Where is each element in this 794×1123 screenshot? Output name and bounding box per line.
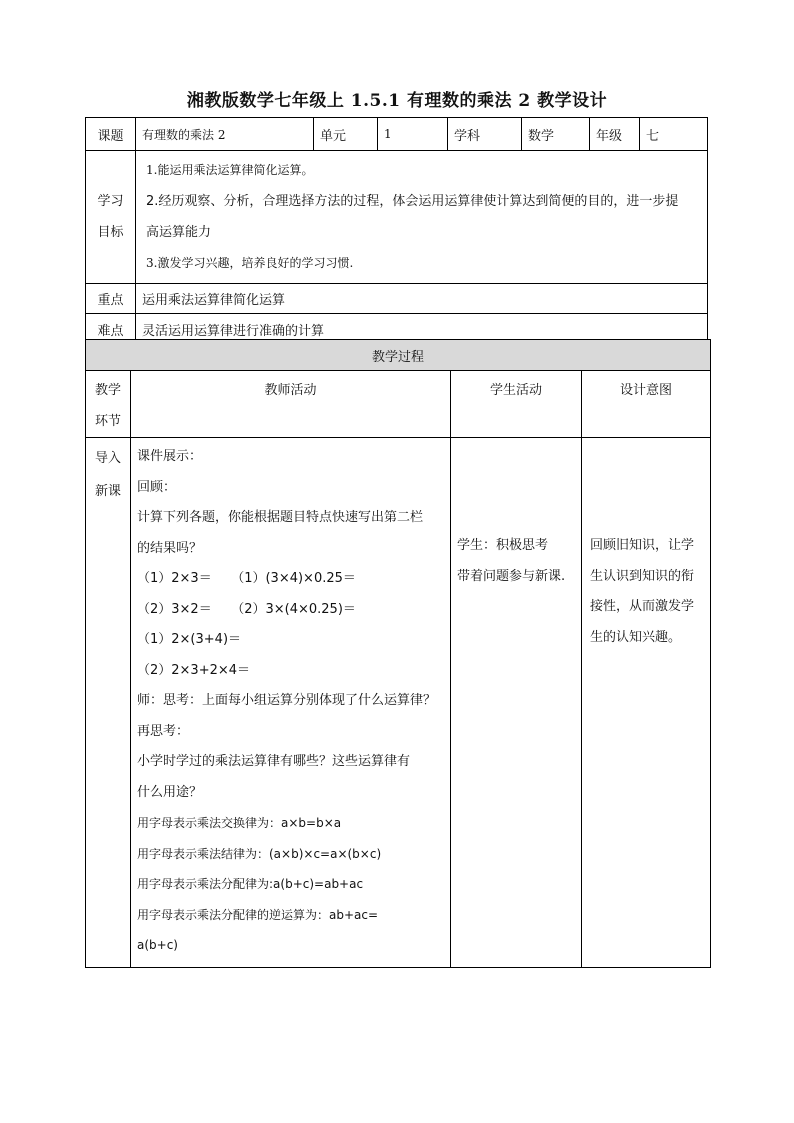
header-intent: 设计意图 <box>582 371 711 438</box>
process-header-row <box>86 371 711 438</box>
label-difficulty: 难点 <box>86 314 136 345</box>
header-stage: 教学 环节 <box>86 371 131 438</box>
process-banner-row <box>86 340 711 371</box>
teacher-line: 小学时学过的乘法运算律有哪些？这些运算律有 <box>137 754 411 769</box>
intent-line: 生认识到知识的衔 <box>590 568 695 584</box>
intent-line: 回顾旧知识，让学 <box>590 538 695 553</box>
teacher-line: （2）3×2＝ （2）3×(4×0.25)＝ <box>137 601 356 617</box>
label-key-point: 重点 <box>86 284 136 314</box>
intent-line: 接性，从而激发学 <box>590 599 695 614</box>
goals-text <box>136 151 708 284</box>
student-line: 带着问题参与新课. <box>457 568 566 584</box>
teacher-line: 用字母表示乘法分配律的逆运算为：ab+ac= <box>137 907 379 922</box>
lesson-info-table <box>85 117 708 345</box>
subject-value: 数学 <box>522 118 590 151</box>
goal-line: 高运算能力 <box>146 225 212 240</box>
teacher-line: 用字母表示乘法结律为：(a×b)×c=a×(b×c) <box>137 846 382 861</box>
goal-line: 3.激发学习兴趣，培养良好的学习习惯. <box>146 256 354 270</box>
label-unit: 单元 <box>314 118 378 151</box>
intent-line: 生的认知兴趣。 <box>590 629 682 645</box>
label-subject: 学科 <box>448 118 522 151</box>
teacher-line: 用字母表示乘法分配律为:a(b+c)=ab+ac <box>137 877 364 891</box>
goal-line: 2.经历观察、分析，合理选择方法的过程，体会运用运算律使计算达到简便的目的，进一步提 <box>146 194 679 209</box>
teacher-line: 用字母表示乘法交换律为：a×b=b×a <box>137 816 342 830</box>
teacher-line: 课件展示： <box>137 449 203 464</box>
grade-value: 七 <box>640 118 708 151</box>
difficulty-value: 灵活运用运算律进行准确的计算 <box>136 314 708 345</box>
topic-value: 有理数的乘法 2 <box>136 118 314 151</box>
student-activity <box>451 438 582 968</box>
goal-line: 1.能运用乘法运算律简化运算。 <box>146 163 314 177</box>
process-banner: 教学过程 <box>86 340 711 371</box>
teacher-line: （1）2×3＝ （1）(3×4)×0.25＝ <box>137 571 356 586</box>
teaching-process-table <box>85 339 711 968</box>
teacher-line: 再思考： <box>137 723 190 739</box>
teacher-line: a(b+c) <box>137 938 178 952</box>
student-line: 学生：积极思考 <box>457 538 549 553</box>
info-row-goals <box>86 151 708 284</box>
document-title: 湘教版数学七年级上 1.5.1 有理数的乘法 2 教学设计 <box>186 91 608 111</box>
info-row-topic <box>86 118 708 151</box>
teacher-line: 什么用途？ <box>137 784 203 800</box>
teacher-line: 的结果吗？ <box>137 540 203 556</box>
teacher-line: 回顾： <box>137 479 177 495</box>
teacher-line: （1）2×(3+4)＝ <box>137 632 242 647</box>
header-teacher: 教师活动 <box>131 371 451 438</box>
teacher-line: 师：思考：上面每小组运算分别体现了什么运算律？ <box>137 693 437 708</box>
info-row-key <box>86 284 708 314</box>
label-goals: 学习 目标 <box>86 151 136 284</box>
label-grade: 年级 <box>590 118 640 151</box>
process-row-intro <box>86 438 711 968</box>
teacher-activity <box>131 438 451 968</box>
stage-intro: 导入 新课 <box>86 438 131 968</box>
unit-value: 1 <box>378 118 448 151</box>
design-intent <box>582 438 711 968</box>
teacher-line: 计算下列各题，你能根据题目特点快速写出第二栏 <box>137 510 424 525</box>
key-point-value: 运用乘法运算律简化运算 <box>136 284 708 314</box>
label-topic: 课题 <box>86 118 136 151</box>
teacher-line: （2）2×3+2×4＝ <box>137 662 251 678</box>
header-student: 学生活动 <box>451 371 582 438</box>
